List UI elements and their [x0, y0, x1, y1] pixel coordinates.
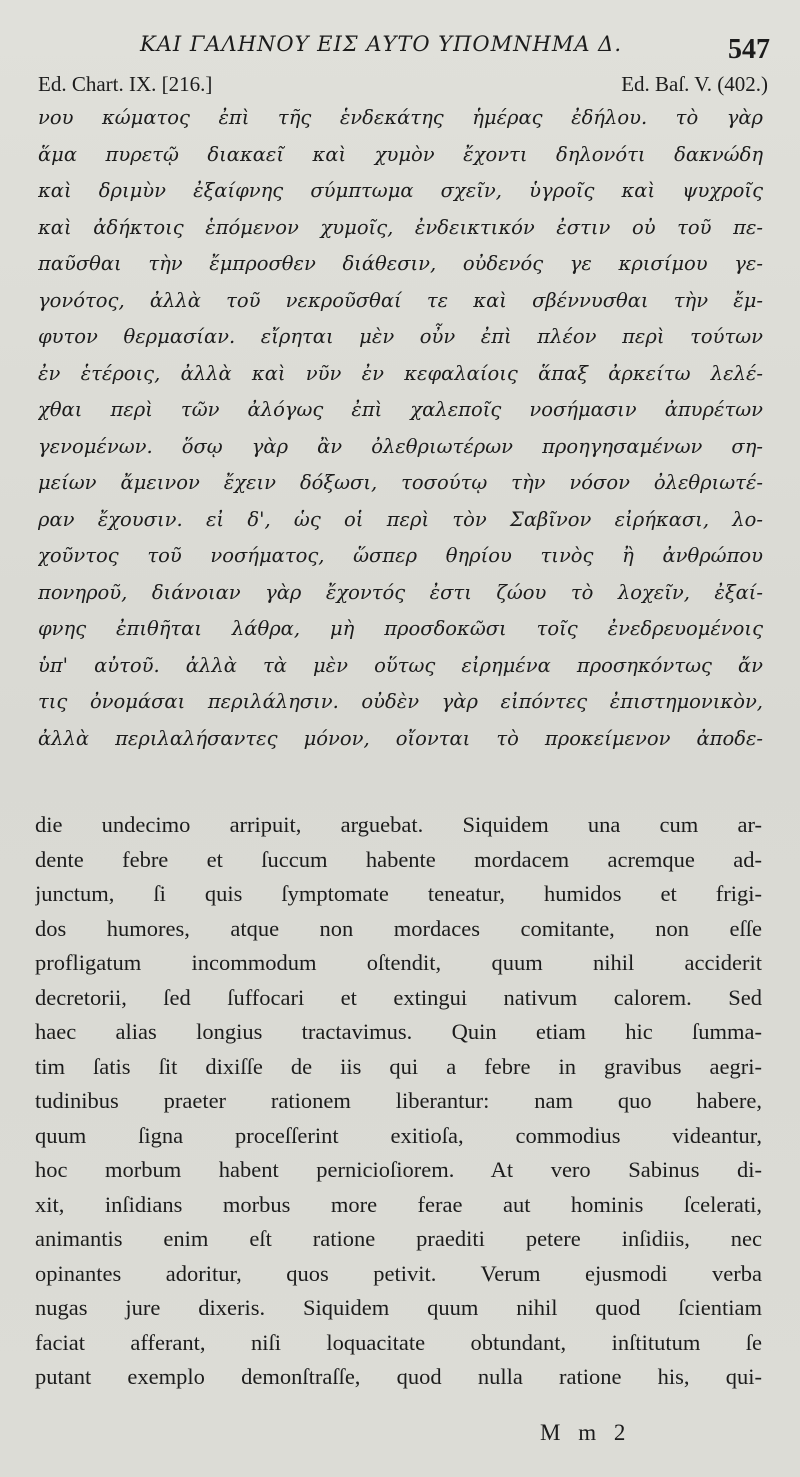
greek-text-line: χοῦντος τοῦ νοσήματος, ὥσπερ θηρίου τινὸς ἢ ἀνθρώπου	[38, 544, 763, 567]
greek-text-line: φνης ἐπιθῆται λάθρα, μὴ προσδοκῶσι τοῖς ἐνεδρευομένοις	[38, 617, 763, 640]
latin-text-line: haec alias longius tractavimus. Quin etiam hic ſumma-	[35, 1019, 762, 1044]
latin-text-line: xit, inſidians morbus more ferae aut hominis ſcelerati,	[35, 1191, 762, 1217]
greek-text-line: πονηροῦ, διάνοιαν γὰρ ἔχοντός ἐστι ζώου τὸ λοχεῖν, ἐξαί-	[38, 580, 763, 604]
latin-text-line: quum ſigna proceſſerint exitioſa, commodius videantur,	[35, 1122, 762, 1148]
latin-text-line: opinantes adoritur, quos petivit. Verum ejusmodi verba	[35, 1260, 762, 1286]
greek-text-line: νου κώματος ἐπὶ τῆς ἑνδεκάτης ἡμέρας ἐδήλου. τὸ γὰρ	[38, 106, 763, 129]
edition-references	[38, 72, 768, 98]
greek-text-line: ὑπ' αὐτοῦ. ἀλλὰ τὰ μὲν οὕτως εἰρημένα προσηκόντως ἄν	[38, 653, 763, 677]
greek-text-line: τις ὀνομάσαι περιλάλησιν. οὐδὲν γὰρ εἰπόντες ἐπιστημονικὸν,	[38, 690, 763, 713]
running-title: ΚΑΙ ΓΑΛΗΝΟΥ ΕΙΣ ΑΥΤΟ ΥΠΟΜΝΗΜΑ Δ.	[140, 32, 623, 56]
latin-text-line: nugas jure dixeris. Siquidem quum nihil quod ſcientiam	[35, 1295, 762, 1320]
greek-text-line: μείων ἄμεινον ἔχειν δόξωσι, τοσούτῳ τὴν νόσον ὀλεθριωτέ-	[38, 471, 763, 494]
latin-text-line: dente febre et ſuccum habente mordacem acremque ad-	[35, 846, 762, 872]
latin-text-line: dos humores, atque non mordaces comitante, non eſſe	[35, 915, 762, 941]
latin-text-line: junctum, ſi quis ſymptomate teneatur, humidos et frigi-	[35, 881, 762, 906]
greek-text-line: φυτον θερμασίαν. εἴρηται μὲν οὖν ἐπὶ πλέον περὶ τούτων	[38, 325, 763, 348]
latin-text-line: profligatum incommodum oſtendit, quum nihil acciderit	[35, 950, 762, 975]
greek-text-block	[38, 100, 763, 757]
latin-text-line: animantis enim eſt ratione praediti petere inſidiis, nec	[35, 1226, 762, 1251]
greek-text-line: καὶ δριμὺν ἐξαίφνης σύμπτωμα σχεῖν, ὑγροῖς καὶ ψυχροῖς	[38, 179, 763, 202]
page-number: 547	[728, 34, 770, 65]
greek-text-line: ἐν ἑτέροις, ἀλλὰ καὶ νῦν ἐν κεφαλαίοις ἅπαξ ἀρκείτω λελέ-	[38, 361, 763, 385]
greek-text-line: ἅμα πυρετῷ διακαεῖ καὶ χυμὸν ἔχοντι δηλονότι δακνώδη	[38, 142, 763, 166]
greek-text-line: ραν ἔχουσιν. εἰ δ', ὡς οἱ περὶ τὸν Σαβῖνον εἰρήκασι, λο-	[38, 507, 763, 531]
greek-text-line: ἀλλὰ περιλαλήσαντες μόνον, οἴονται τὸ προκείμενον ἀποδε-	[38, 726, 763, 750]
latin-text-line: tim ſatis ſit dixiſſe de iis qui a febre in gravibus aegri-	[35, 1053, 762, 1079]
latin-text-line: tudinibus praeter rationem liberantur: nam quo habere,	[35, 1088, 762, 1113]
page-header	[0, 30, 800, 70]
printer-signature-mark: M m 2	[540, 1420, 632, 1445]
greek-text-line: χθαι περὶ τῶν ἀλόγως ἐπὶ χαλεποῖς νοσήμασιν ἀπυρέτων	[38, 398, 763, 421]
greek-text-line: παῦσθαι τὴν ἔμπροσθεν διάθεσιν, οὐδενός γε κρισίμου γε-	[38, 252, 763, 275]
latin-text-line: putant exemplo demonſtraſſe, quod nulla ratione his, qui-	[35, 1364, 762, 1389]
greek-text-line: καὶ ἀδήκτοις ἑπόμενον χυμοῖς, ἐνδεικτικόν ἐστιν οὐ τοῦ πε-	[38, 215, 763, 239]
edition-chartier-ref: Ed. Chart. IX. [216.]	[38, 72, 213, 96]
latin-text-block	[35, 808, 762, 1395]
edition-basel-ref: Ed. Baſ. V. (402.)	[621, 72, 768, 96]
latin-text-line: die undecimo arripuit, arguebat. Siquidem una cum ar-	[35, 812, 762, 837]
latin-text-line: hoc morbum habent pernicioſiorem. At vero Sabinus di-	[35, 1157, 762, 1182]
latin-text-line: faciat afferant, niſi loquacitate obtundant, inſtitutum ſe	[35, 1329, 762, 1355]
greek-text-line: γονότος, ἀλλὰ τοῦ νεκροῦσθαί τε καὶ σβέννυσθαι τὴν ἔμ-	[38, 288, 763, 312]
latin-text-line: decretorii, ſed ſuffocari et extingui nativum calorem. Sed	[35, 984, 762, 1010]
greek-text-line: γενομένων. ὅσῳ γὰρ ἂν ὀλεθριωτέρων προηγησαμένων ση-	[38, 434, 763, 458]
